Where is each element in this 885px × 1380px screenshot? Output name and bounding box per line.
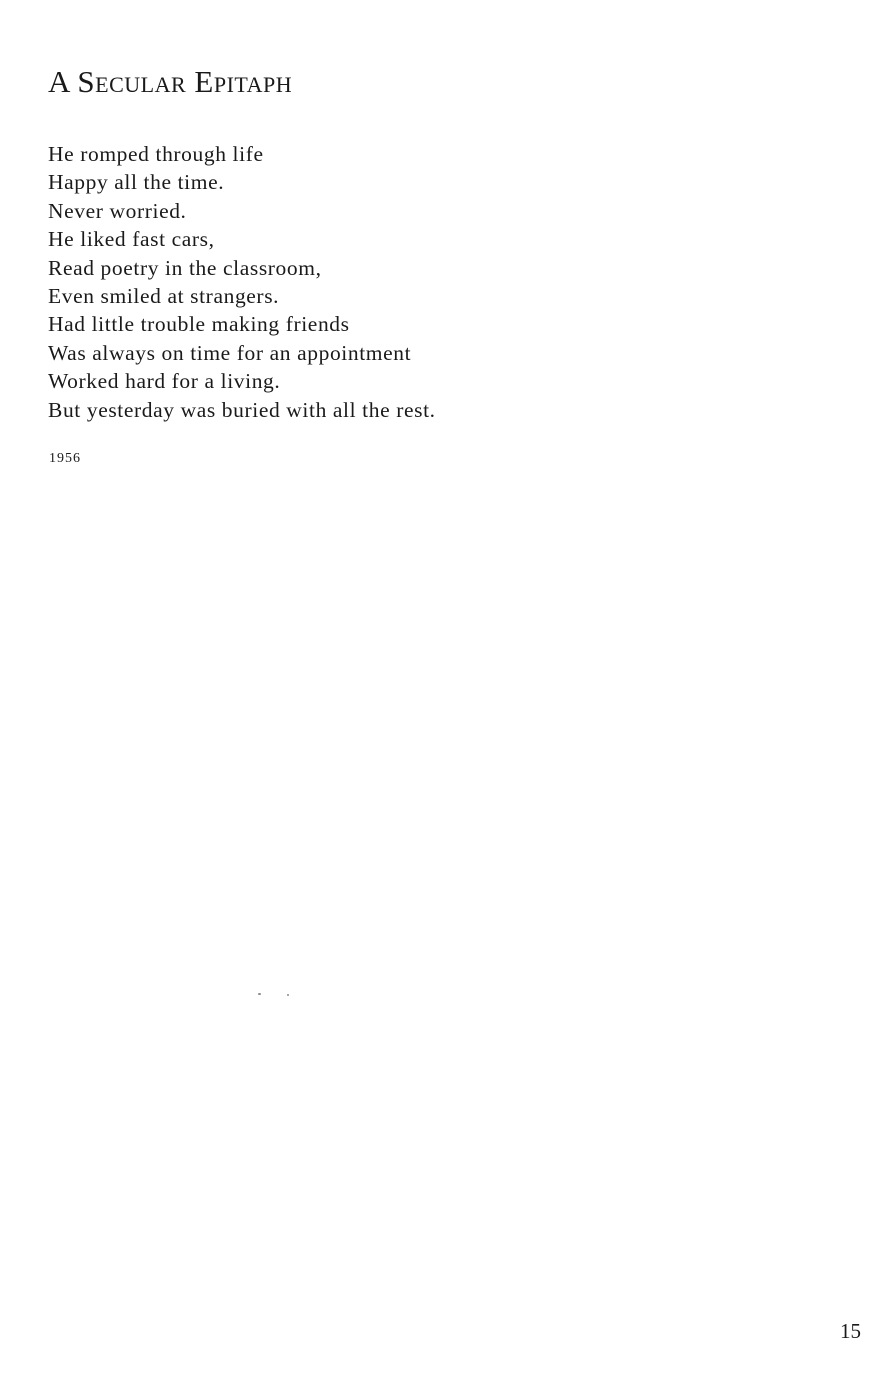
poem-line: Had little trouble making friends (48, 312, 350, 337)
scan-speck (287, 994, 289, 996)
poem-line: He liked fast cars, (48, 227, 215, 252)
page-number: 15 (840, 1319, 861, 1343)
poem-line: Even smiled at strangers. (48, 284, 280, 309)
poem-line: Worked hard for a living. (48, 369, 281, 394)
poem-line: But yesterday was buried with all the rest. (48, 397, 436, 422)
poem-line: Read poetry in the classroom, (48, 255, 322, 280)
poem-line: Was always on time for an appointment (48, 340, 412, 365)
poem-line: He romped through life (48, 142, 264, 166)
poem-title: A Secular Epitaph (48, 64, 293, 99)
poem-date: 1956 (49, 451, 81, 466)
poem-line: Never worried. (48, 198, 187, 223)
poem-line: Happy all the time. (48, 170, 225, 195)
poem-body (48, 140, 436, 424)
scan-speck (258, 993, 261, 995)
